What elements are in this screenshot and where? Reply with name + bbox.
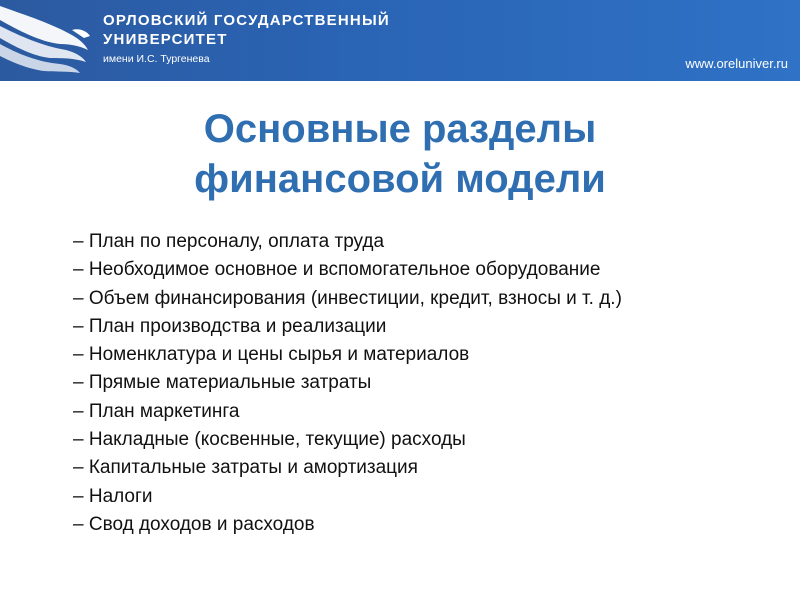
slide-title-line1: Основные разделы <box>203 107 597 151</box>
university-name-line3: имени И.С. Тургенева <box>103 53 210 65</box>
website-link[interactable]: www.oreluniver.ru <box>685 56 788 71</box>
university-name-line1: ОРЛОВСКИЙ ГОСУДАРСТВЕННЫЙ <box>103 12 390 29</box>
university-name-line2: УНИВЕРСИТЕТ <box>103 31 228 48</box>
list-item: – Налоги <box>73 485 153 507</box>
list-item: – Номенклатура и цены сырья и материалов <box>73 344 470 366</box>
list-item: – Капитальные затраты и амортизация <box>73 457 418 479</box>
university-header <box>0 0 800 81</box>
slide-title <box>0 104 800 204</box>
list-item: – План маркетинга <box>73 400 240 422</box>
list-item: – План по персоналу, оплата труда <box>73 231 385 252</box>
list-item: – Необходимое основное и вспомогательное оборудование <box>73 259 601 281</box>
list-item: – Прямые материальные затраты <box>73 372 372 394</box>
slide-title-line2: финансовой модели <box>194 157 606 201</box>
eagle-logo-icon <box>0 0 92 81</box>
list-item: – Объем финансирования (инвестиции, кредит, взносы и т. д.) <box>73 287 622 309</box>
list-item: – План производства и реализации <box>73 315 387 337</box>
sections-list <box>73 230 763 541</box>
list-item: – Свод доходов и расходов <box>73 513 315 535</box>
list-item: – Накладные (косвенные, текущие) расходы <box>73 429 466 451</box>
